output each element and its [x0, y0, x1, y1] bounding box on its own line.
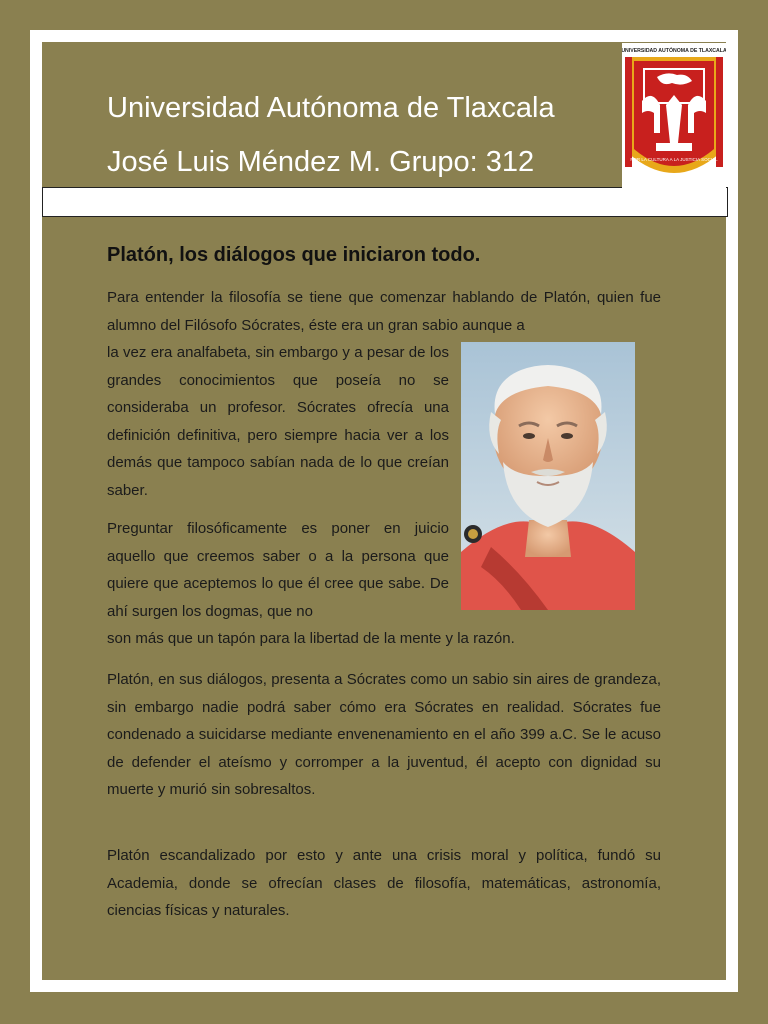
paragraph-2-wrapped: Preguntar filosóficamente es poner en juicio aquello que creemos saber o a la persona que quiere que aceptemos lo que él cree que sabe. De ahí surgen los dogmas, que no — [107, 520, 449, 620]
socrates-portrait-image — [461, 342, 635, 610]
page-frame — [30, 30, 738, 992]
paragraph-1-intro: Para entender la filosofía se tiene que comenzar hablando de Platón, quien fue alumno del Filósofo Sócrates, éste era un gran sabio aunque a — [107, 289, 661, 334]
logo-text-top: UNIVERSIDAD AUTÓNOMA DE TLAXCALA — [622, 48, 726, 54]
header-subtitle: José Luis Méndez M. Grupo: 312 — [107, 146, 535, 178]
socrates-portrait — [461, 342, 635, 610]
header-divider-bar — [42, 187, 728, 217]
paragraph-2-end: son más que un tapón para la libertad de la mente y la razón. — [107, 630, 515, 647]
logo-motto: POR LA CULTURA A LA JUSTICIA SOCIAL — [630, 157, 718, 162]
header-title: Universidad Autónoma de Tlaxcala — [107, 92, 555, 124]
university-shield-icon — [622, 43, 726, 188]
article-title: Platón, los diálogos que iniciaron todo. — [107, 244, 481, 266]
paragraph-3: Platón, en sus diálogos, presenta a Sócrates como un sabio sin aires de grandeza, sin embargo nadie podrá saber cómo era Sócrates en realidad. Sócrates fue condenado a suicidarse mediante envenenamiento en el año 399 a.C. Se le acuso de defender el ateísmo y corromper a la juventud, él acepto con dignidad su muerte y murió sin sobresaltos. — [107, 671, 661, 798]
university-logo — [622, 43, 726, 188]
paragraph-1-wrapped: la vez era analfabeta, sin embargo y a pesar de los grandes conocimientos que poseía no se consideraba un profesor. Sócrates ofrecía una definición definitiva, pero siempre hacia ver a los demás que tampoco sabían nada de lo que creían saber. — [107, 344, 449, 499]
page-content — [42, 42, 726, 980]
paragraph-4: Platón escandalizado por esto y ante una crisis moral y política, fundó su Academia, donde se ofrecían clases de filosofía, matemáticas, astronomía, ciencias físicas y naturales. — [107, 847, 661, 919]
